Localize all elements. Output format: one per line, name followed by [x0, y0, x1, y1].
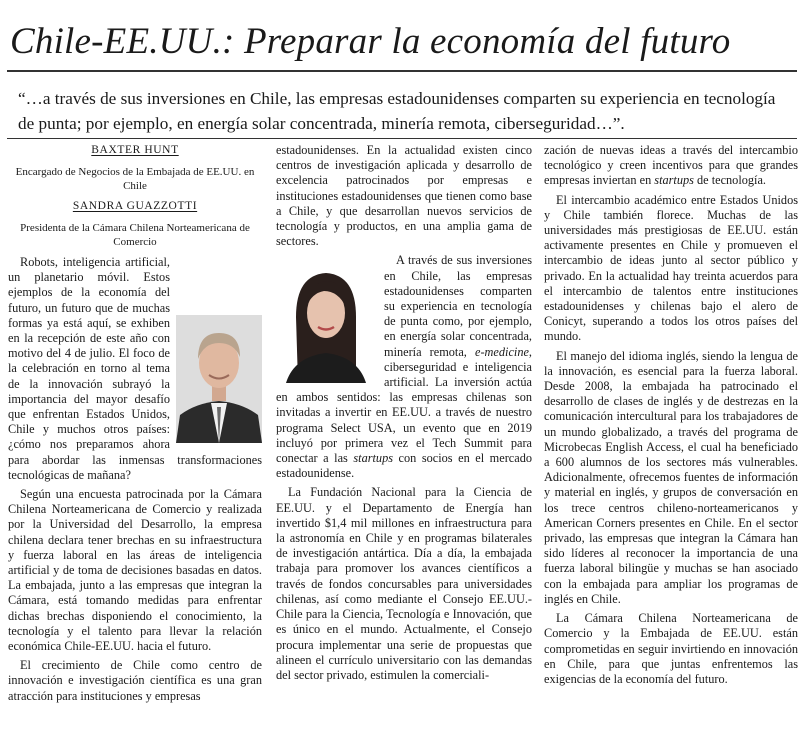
author-role: Encargado de Negocios de la Embajada de EE.UU. en Chile — [15, 166, 255, 192]
paragraph: El crecimiento de Chile como centro de innovación e investigación científica es una gran atracción para instituciones y empresas — [8, 658, 262, 703]
paragraph: El manejo del idioma inglés, siendo la lengua de la innovación, es esencial para la fuerza laboral. Desde 2008, la embajada ha patrocinado el desarrollo de clases de inglés y de destrezas en la comunicación intercultural para los trabajadores de un mundo globalizado, a través del programa de Microbecas English Access, el cual ha beneficiado a 600 alumnos de los sectores más vulnerables. Adicionalmente, ofrecemos fuentes de información y material en inglés, y grupos de conversación en los trece centros chileno-norteamericanos y American Corners presentes en Chile. En el sector privado, las empresas que integran la Cámara han sido líderes al reconocer la importancia de una fuerza laboral bilingüe y muchas se han asociado con la embajada para ampliar los programas de inglés en Chile. — [544, 348, 798, 606]
text-run: de tecnología. — [693, 173, 766, 188]
author-photo-man — [176, 315, 262, 443]
author-name: SANDRA GUAZZOTTI — [72, 200, 198, 212]
text-run: con socios en el mercado estadounidense. — [276, 451, 532, 481]
paragraph: Según una encuesta patrocinada por la Cámara Chilena Norteamericana de Comercio y realizada por la Universidad del Desarrollo, la empresa chilena declara tener brechas en su infraestructura y fuerza laboral en las áreas de inteligencia artificial y de toma de decisiones basadas en datos. La embajada, junto a las empresas que integran la Cámara, está tomando medidas para enfrentar dichas brechas disponiendo el conocimiento, la tecnología y el talento para llevar la relación económica Chile-EE.UU. hacia el futuro. — [8, 487, 262, 654]
byline-2 — [8, 199, 262, 249]
text-run: , ciberseguridad e inteligencia artificial. La inversión actúa en ambos sentidos: las empresas chilenas son invitadas a invertir en EE.UU. a través de nuestro programa Select USA, un evento que en 2019 incluyó por primera vez el Tech Summit para conectar a las — [276, 344, 532, 466]
paragraph — [544, 143, 798, 189]
pull-quote: “…a través de sus inversiones en Chile, las empresas estadounidenses comparten su experiencia en tecnología de punta; por ejemplo, en energía solar concentrada, minería remota, ciberseguridad…”. — [18, 89, 776, 133]
author-role: Presidenta de la Cámara Chilena Norteamericana de Comercio — [20, 222, 250, 248]
text-emphasis: startups — [353, 451, 394, 466]
article-title: Chile-EE.UU.: Preparar la economía del futuro — [10, 21, 731, 62]
text-run: A través de sus inversiones en Chile, las empresas estadounidenses comparten su experiencia en tecnología de punta como, por ejemplo, en energía solar concentrada, minería remota, — [384, 253, 532, 359]
column-2 — [276, 143, 532, 687]
author-photo-woman — [276, 257, 376, 383]
text-emphasis: startups — [654, 173, 694, 188]
column-1 — [8, 143, 262, 708]
title-rule — [7, 70, 797, 72]
paragraph: La Fundación Nacional para la Ciencia de EE.UU. y el Departamento de Energía han invertido $1,4 mil millones en infraestructura para la astronomía en Chile y en programas bilaterales de investigación antártica. Día a día, la embajada trabaja para promover los avances científicos a través de fondos concursables para universidades chilenas, así como mediante el Consejo EE.UU.-Chile para la Ciencia, Tecnología e Innovación, que es único en el mundo. Actualmente, el Consejo procura implementar una serie de propuestas que alineen el currículo universitario con las demandas del sector privado, estimulen la comerciali- — [276, 485, 532, 682]
byline-1 — [8, 143, 262, 193]
paragraph: Robots, inteligencia artificial, un planetario móvil. Estos ejemplos de la economía del futuro, un futuro que de muchas formas ya está aquí, se exhiben en la recepción de este año con motivo del 4 de julio. El foco de la celebración en torno al tema de la innovación subrayó la importancia del mayor desafío que enfrentan Estados Unidos, Chile y muchos otros países: ¿cómo nos preparamos ahora para abordar las inmensas transformaciones tecnológicas de mañana? — [8, 255, 262, 482]
paragraph: estadounidenses. En la actualidad existen cinco centros de investigación aplicada y desarrollo de excelencia patrocinados por empresas e instituciones estadounidenses que tienen como base a Chile, y que desarrollan nuevos servicios de tecnología y productos, en una amplia gama de sectores. — [276, 143, 532, 249]
author-name: BAXTER HUNT — [91, 144, 179, 156]
paragraph: El intercambio académico entre Estados Unidos y Chile también florece. Muchas de las universidades más prestigiosas de EE.UU. están activamente presentes en Chile y promueven el intercambio de ideas junto al sector público y privado. En la actualidad hay treinta acuerdos para el intercambio de talentos entre instituciones estadounidenses y chilenas bajo el alero de Conicyt, superando a todos los otros países del mundo. — [544, 192, 798, 344]
paragraph: La Cámara Chilena Norteamericana de Comercio y la Embajada de EE.UU. están comprometidas en seguir invirtiendo en innovación en Chile, para que juntas enfrentemos las exigencias de la economía del futuro. — [544, 611, 798, 686]
text-run: zación de nuevas ideas a través del intercambio tecnológico y creen incentivos para que grandes empresas inviertan en — [544, 143, 798, 188]
quote-rule — [7, 138, 797, 139]
column-3 — [544, 143, 798, 691]
text-emphasis: e-medicine — [474, 344, 529, 359]
